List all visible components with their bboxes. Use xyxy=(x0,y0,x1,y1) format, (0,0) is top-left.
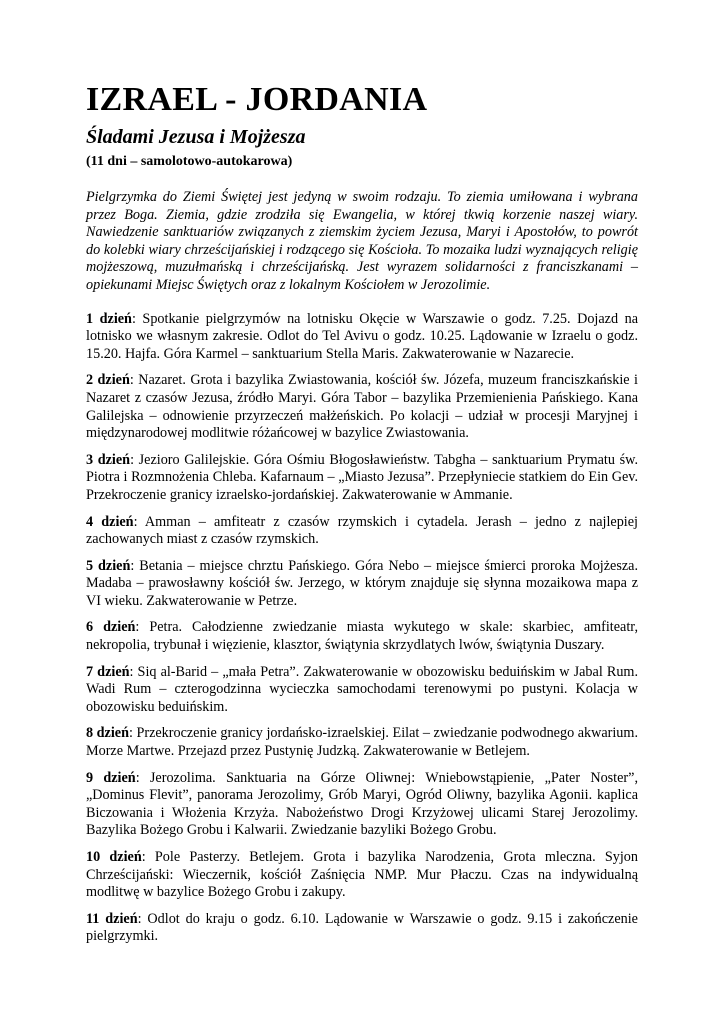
day-text: : Petra. Całodzienne zwiedzanie miasta wykutego w skale: skarbiec, amfiteatr, nekropolia, trybunał i więzienie, klasztor, świątynia skrzydlatych lwów, świątynia Duszary. xyxy=(86,619,638,654)
itinerary-day-11 xyxy=(86,911,638,946)
itinerary-day-4 xyxy=(86,514,638,549)
day-label: 5 dzień xyxy=(86,557,131,574)
itinerary-day-6 xyxy=(86,619,638,654)
day-text: : Jezioro Galilejskie. Góra Ośmiu Błogosławieństw. Tabgha – sanktuarium Prymatu św. Piotra i Rozmnożenia Chleba. Kafarnaum – „Miasto Jezusa”. Przepłyniecie statkiem do Ein Gev. Przekroczenie granicy izraelsko-jordańskiej. Zakwaterowanie w Ammanie. xyxy=(86,451,638,503)
day-label: 1 dzień xyxy=(86,310,132,327)
day-text: : Nazaret. Grota i bazylika Zwiastowania, kościół św. Józefa, muzeum franciszkańskie i Nazaret z czasów Jezusa, źródło Maryi. Góra Tabor – bazylika Przemienienia Pańskiego. Kana Galilejska – odnowienie przyrzeczeń małżeńskich. Po kolacji – udział w procesji Maryjnej i międzynarodowej modlitwie różańcowej w bazylice Zwiastowania. xyxy=(86,372,638,442)
document-title: IZRAEL - JORDANIA xyxy=(86,81,428,118)
day-label: 6 dzień xyxy=(86,619,136,636)
day-label: 10 dzień xyxy=(86,849,142,865)
duration-prefix: (11 dni xyxy=(86,154,127,169)
day-text: : Amman – amfiteatr z czasów rzymskich i cytadela. Jerash – jedno z najlepiej zachowanych miast z czasów rzymskich. xyxy=(86,513,638,548)
day-label: 9 dzień xyxy=(86,769,136,786)
day-label: 3 dzień xyxy=(86,451,131,468)
itinerary-day-2 xyxy=(86,372,638,442)
itinerary-day-1 xyxy=(86,311,638,364)
itinerary-day-5 xyxy=(86,558,638,611)
day-text: : Betania – miejsce chrztu Pańskiego. Góra Nebo – miejsce śmierci proroka Mojżesza. Madaba – prawosławny kościół św. Jerzego, w którym znajduje się słynna mozaikowa mapa z VI wieku. Zakwaterowanie w Petrze. xyxy=(86,557,638,609)
day-text: : Odlot do kraju o godz. 6.10. Lądowanie w Warszawie o godz. 9.15 i zakończenie pielgrzymki. xyxy=(86,910,638,945)
itinerary-day-3 xyxy=(86,452,638,505)
document-subtitle: Śladami Jezusa i Mojżesza xyxy=(86,126,306,148)
day-text: : Pole Pasterzy. Betlejem. Grota i bazylika Narodzenia, Grota mleczna. Syjon Chrześcijański: Wieczernik, kościół Zaśnięcia NMP. Mur Płaczu. Czas na indywidualną modlitwę w bazylice Bożego Grobu i zakupy. xyxy=(86,849,638,901)
trip-duration xyxy=(86,153,638,171)
itinerary xyxy=(86,311,638,946)
duration-suffix: – samolotowo-autokarowa) xyxy=(126,154,293,169)
itinerary-day-9 xyxy=(86,770,638,840)
day-text: : Przekroczenie granicy jordańsko-izraelskiej. Eilat – zwiedzanie podwodnego akwarium. Morze Martwe. Przejazd przez Pustynię Judzką. Zakwaterowanie w Betlejem. xyxy=(86,725,638,760)
itinerary-day-8 xyxy=(86,725,638,760)
day-label: 7 dzień xyxy=(86,663,130,680)
day-label: 8 dzień xyxy=(86,725,129,742)
day-label: 4 dzień xyxy=(86,513,134,530)
itinerary-day-7 xyxy=(86,664,638,717)
day-label: 2 dzień xyxy=(86,372,130,389)
itinerary-day-10 xyxy=(86,849,638,902)
day-label: 11 dzień xyxy=(86,910,138,927)
intro-paragraph: Pielgrzymka do Ziemi Świętej jest jedyną w swoim rodzaju. To ziemia umiłowana i wybrana przez Boga. Ziemia, gdzie zrodziła się Ewangelia, w której tkwią korzenie naszej wiary. Nawiedzenie sanktuariów związanych z ziemskim życiem Jezusa, Maryi i Apostołów, to powrót do kolebki wiary chrześcijańskiej i rodzącego się Kościoła. To mozaika ludzi wyznających religię mojżeszową, muzułmańską i chrześcijańską. Jest wyrazem solidarności z franciszkanami – opiekunami Miejsc Świętych oraz z lokalnym Kościołem w Jerozolimie. xyxy=(86,189,638,293)
day-text: : Jerozolima. Sanktuaria na Górze Oliwnej: Wniebowstąpienie, „Pater Noster”, „Dominus Flevit”, panorama Jerozolimy, Grób Maryi, Ogród Oliwny, bazylika Agonii. kaplica Biczowania i Włożenia Krzyża. Nabożeństwo Drogi Krzyżowej ulicami Starej Jerozolimy. Bazylika Bożego Grobu i Kalwarii. Zwiedzanie bazyliki Bożego Grobu. xyxy=(86,769,638,839)
day-text: : Siq al-Barid – „mała Petra”. Zakwaterowanie w obozowisku beduińskim w Jabal Rum. Wadi Rum – czterogodzinna wycieczka samochodami terenowymi po pustyni. Kolacja w obozowisku beduińskim. xyxy=(86,663,638,715)
day-text: : Spotkanie pielgrzymów na lotnisku Okęcie w Warszawie o godz. 7.25. Dojazd na lotnisko we własnym zakresie. Odlot do Tel Avivu o godz. 10.25. Lądowanie w Izraelu o godz. 15.20. Hajfa. Góra Karmel – sanktuarium Stella Maris. Zakwaterowanie w Nazarecie. xyxy=(86,310,638,362)
